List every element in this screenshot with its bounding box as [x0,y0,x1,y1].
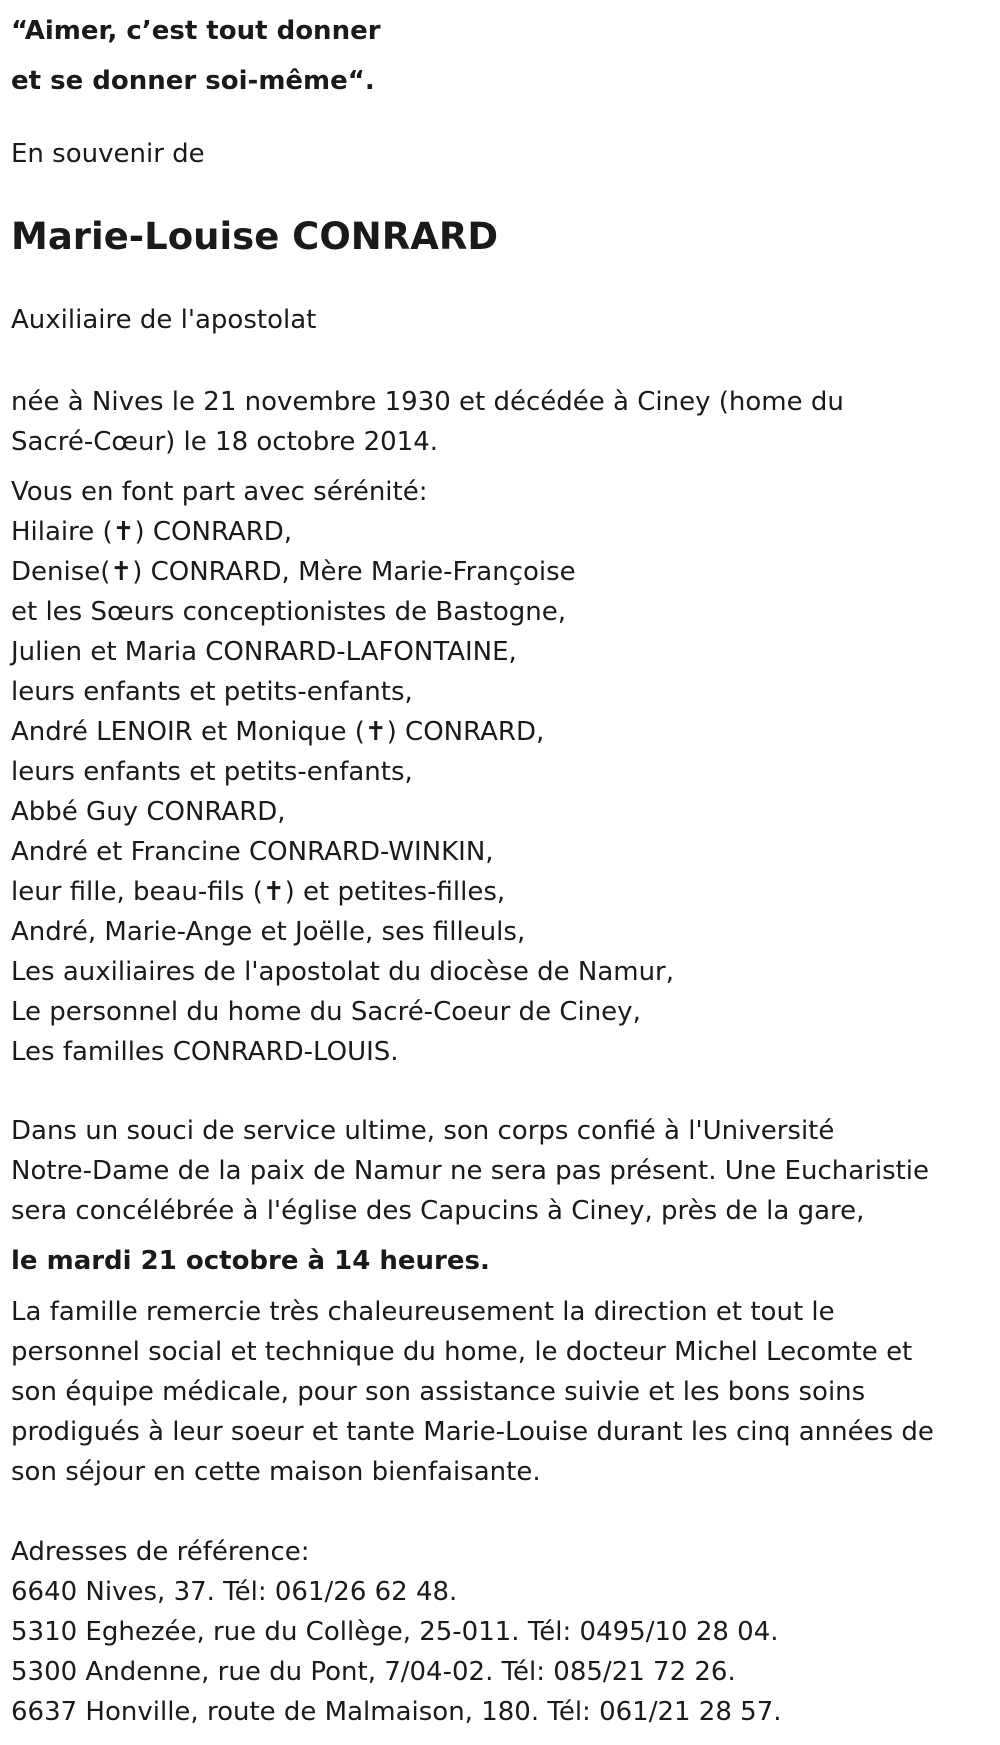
reference-addresses [11,1532,986,1732]
family-line: Abbé Guy CONRARD, [11,797,286,827]
text-line: prodigués à leur soeur et tante Marie-Louise durant les cinq années de [11,1417,934,1447]
intro-text: En souvenir de [11,139,205,169]
text-line: son séjour en cette maison bienfaisante. [11,1457,541,1487]
deceased-role: Auxiliaire de l'apostolat [11,305,317,335]
family-line: Les familles CONRARD-LOUIS. [11,1037,399,1067]
text-line: personnel social et technique du home, le docteur Michel Lecomte et [11,1337,913,1367]
family-line: Les auxiliaires de l'apostolat du diocèse de Namur, [11,957,675,987]
family-line: et les Sœurs conceptionistes de Bastogne, [11,597,567,627]
address-line: 5300 Andenne, rue du Pont, 7/04-02. Tél: 085/21 72 26. [11,1657,736,1687]
text-line: Sacré-Cœur) le 18 octobre 2014. [11,427,439,457]
quote-line: “Aimer, c’est tout donner [11,16,381,46]
family-line: Hilaire (✝) CONRARD, [11,517,293,547]
address-line: 6640 Nives, 37. Tél: 061/26 62 48. [11,1577,458,1607]
text-line: Notre-Dame de la paix de Namur ne sera pas présent. Une Eucharistie [11,1156,930,1186]
address-line: 5310 Eghezée, rue du Collège, 25-011. Tél: 0495/10 28 04. [11,1617,779,1647]
family-line: leurs enfants et petits-enfants, [11,677,413,707]
epigraph-quote [11,6,381,106]
birth-death-paragraph [11,382,986,462]
family-line: Le personnel du home du Sacré-Coeur de Ciney, [11,997,641,1027]
text-line: Dans un souci de service ultime, son corps confié à l'Université [11,1116,835,1146]
family-line: André, Marie-Ange et Joëlle, ses filleuls, [11,917,526,947]
family-list [11,472,986,1072]
text-line: sera concélébrée à l'église des Capucins à Ciney, près de la gare, [11,1196,865,1226]
thanks-paragraph [11,1292,986,1492]
family-line: Denise(✝) CONRARD, Mère Marie-Françoise [11,557,576,587]
service-paragraph [11,1111,986,1231]
family-line: leur fille, beau-fils (✝) et petites-filles, [11,877,506,907]
quote-line: et se donner soi-même“. [11,66,375,96]
family-line: Vous en font part avec sérénité: [11,477,428,507]
family-line: Julien et Maria CONRARD-LAFONTAINE, [11,637,517,667]
family-line: André LENOIR et Monique (✝) CONRARD, [11,717,545,747]
text-line: son équipe médicale, pour son assistance suivie et les bons soins [11,1377,866,1407]
deceased-name: Marie-Louise CONRARD [11,215,499,258]
address-line: 6637 Honville, route de Malmaison, 180. Tél: 061/21 28 57. [11,1697,782,1727]
family-line: leurs enfants et petits-enfants, [11,757,413,787]
text-line: née à Nives le 21 novembre 1930 et décédée à Ciney (home du [11,387,844,417]
family-line: André et Francine CONRARD-WINKIN, [11,837,494,867]
text-line: La famille remercie très chaleureusement la direction et tout le [11,1297,835,1327]
ceremony-date: le mardi 21 octobre à 14 heures. [11,1246,490,1276]
address-heading: Adresses de référence: [11,1537,310,1567]
